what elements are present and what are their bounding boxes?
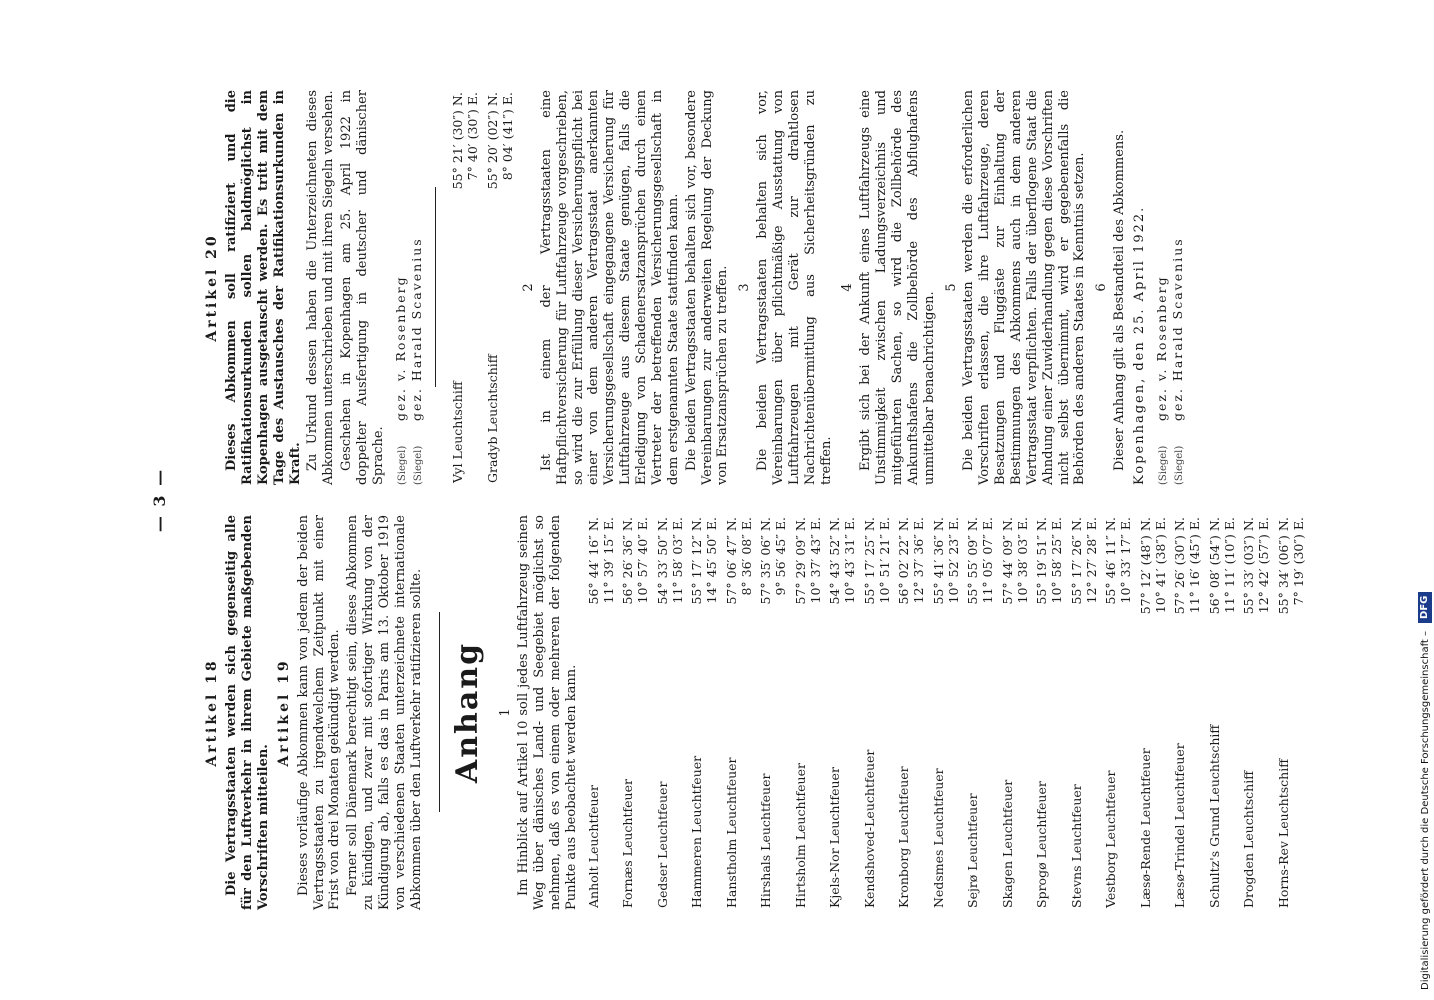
coordinate-row-continued: [980, 515, 995, 910]
rotated-document-page: [150, 90, 1350, 910]
latitude-value: 57° 35′ 06″ N.: [758, 517, 773, 605]
spacer-cell: [911, 657, 926, 910]
coordinate-row: [720, 515, 739, 910]
station-name: Sejrø Leuchtfeuer: [965, 793, 980, 908]
annex-title: Anhang: [449, 641, 485, 784]
coordinate-row-continued: [670, 515, 685, 910]
longitude-value: 12° 27′ 28″ E.: [1083, 517, 1099, 604]
credit-text: Digitalisierung gefördert durch die Deutsche Forschungsgemeinschaft –: [1419, 630, 1431, 990]
station-name: Hirshals Leuchtfeuer: [758, 773, 773, 908]
latitude-value: 57° 26′ (30″) N.: [1172, 517, 1187, 615]
longitude-value: 11° 11′ (10″) E.: [1221, 517, 1237, 614]
coordinate-row: [651, 515, 670, 910]
station-name: Hirtsholm Leuchtfeuer: [792, 763, 808, 908]
latitude-value: 57° 12′ (48″) N.: [1137, 517, 1153, 615]
longitude-value: 8° 04′ (41″) E.: [499, 92, 515, 181]
station-name: Nedsmes Leuchtfeuer: [930, 768, 946, 908]
spacer-cell: [1049, 657, 1064, 910]
annex-section-3-heading: 3: [737, 283, 753, 292]
article-20-text: Dieses Abkommen soll ratifiziert und die Ratifikationsurkunden sollen baldmöglichst in Kopenhagen ausgetauscht werden. Es tritt mit dem Tage des Austausches der Ratifikationsurkunden in Kraft.: [224, 90, 303, 485]
longitude-value: 10° 43′ 31″ E.: [842, 517, 858, 604]
station-name: Vestborg Leuchtfeuer: [1103, 770, 1118, 908]
lighthouse-coordinates-table: [582, 515, 1307, 910]
coordinate-row: [754, 515, 773, 910]
latitude-value: 56° 26′ 36″ N.: [620, 517, 635, 605]
annex-section-2-heading: 2: [521, 283, 537, 292]
signature-rosenberg: gez. v. Rosenberg: [392, 275, 408, 422]
longitude-value: 10° 58′ 25″ E.: [1049, 517, 1065, 604]
station-name: Schultz's Grund Leuchtschiff: [1206, 724, 1222, 908]
annex-section-2-paragraph-1: Ist in einem der Vertragsstaaten eine Haftpflichtversicherung für Luftfahrzeuge vorgeschrieben, so wird die zur Erfüllung dieser Versicherungspflicht bei einer von dem anderen Vertragsstaat anerkannten Versicherungsgesellschaft eingegangene Versicherung für Luftfahrzeuge aus diesem Staate genügen, falls die Erledigung von Schadenersatzansprüchen durch einen Vertreter der betreffenden Versicherungsgesellschaft in dem erstgenannten Staate stattfinden kann.: [538, 90, 681, 485]
seal-label: (Siegel): [1157, 445, 1169, 485]
signature-scavenius-annex: gez. Harald Scavenius: [1170, 237, 1186, 422]
longitude-value: 11° 39′ 15″ E.: [600, 517, 616, 604]
section-divider: [439, 613, 440, 813]
signature-rosenberg-annex: gez. v. Rosenberg: [1153, 275, 1169, 422]
coordinate-row: [1272, 515, 1291, 910]
latitude-value: 57° 06′ 47″ N.: [723, 517, 739, 605]
seal-label: (Siegel): [412, 445, 424, 485]
spacer-cell: [1153, 657, 1168, 910]
signature-scavenius: gez. Harald Scavenius: [408, 237, 424, 422]
station-name: Stevns Leuchtfeuer: [1068, 784, 1084, 908]
annex-section-4-heading: 4: [840, 283, 856, 292]
coordinate-row: [685, 515, 704, 910]
coordinate-row-continued: [1015, 515, 1030, 910]
coordinate-row: [1237, 515, 1256, 910]
digitization-credit: [1418, 10, 1432, 990]
seal-label: (Siegel): [1174, 445, 1186, 485]
station-name: Skagen Leuchtfeuer: [999, 779, 1015, 908]
coordinate-row: [1099, 515, 1118, 910]
coordinate-row-continued: [635, 515, 650, 910]
station-name: Vyl Leuchtschiff: [450, 381, 466, 483]
annex-section-1-text: Im Hinblick auf Artikel 10 soll jedes Luftfahrzeug seinen Weg über dänisches Land- und Seegebiet möglichst so nehmen, daß es von einem oder mehreren der folgenden Punkte aus beobachtet werden kann.: [516, 515, 579, 910]
coordinate-row: [1030, 515, 1049, 910]
coordinate-row-continued: [1049, 515, 1064, 910]
station-name: Kjels-Nor Leuchtfeuer: [827, 767, 842, 908]
station-name: Læsø-Trindel Leuchtfeuer: [1172, 743, 1187, 908]
coordinate-row: [446, 90, 465, 485]
latitude-value: 55° 17′ 26″ N.: [1068, 517, 1084, 605]
article-18-heading: Artikel 18: [204, 658, 220, 767]
spacer-cell: [842, 657, 857, 910]
latitude-value: 55° 17′ 25″ N.: [861, 517, 877, 605]
spacer-cell: [670, 657, 685, 910]
annex-section-3-text: Die beiden Vertragsstaaten behalten sich vor, Vereinbarungen über pflichtmäßige Ausstattung von Luftfahrzeugen mit Gerät zur drahtlosen Nachrichtenübermittlung aus Sicherheitsgründen zu treffen.: [755, 90, 834, 485]
spacer-cell: [1222, 657, 1237, 910]
spacer-cell: [635, 657, 650, 910]
latitude-value: 55° 19′ 51″ N.: [1034, 517, 1049, 605]
longitude-value: 12° 37′ 36″ E.: [911, 517, 927, 604]
coordinate-row: [892, 515, 911, 910]
longitude-value: 14° 45′ 50″ E.: [704, 517, 720, 604]
coordinate-row-continued: [500, 90, 515, 485]
spacer-cell: [704, 657, 719, 910]
page-number: — 3 —: [150, 467, 169, 533]
station-name: Gradyb Leuchtschiff: [484, 354, 500, 483]
coordinate-row: [1065, 515, 1084, 910]
coordinate-row-continued: [1256, 515, 1271, 910]
latitude-value: 55° 33′ (03″) N.: [1241, 517, 1256, 615]
latitude-value: 56° 44′ 16″ N.: [585, 517, 601, 605]
left-column: [200, 515, 1306, 910]
latitude-value: 55° 17′ 12″ N.: [689, 517, 704, 605]
spacer-cell: [1118, 657, 1133, 910]
annex-section-2-paragraph-2: Die beiden Vertragsstaaten behalten sich vor, besondere Vereinbarungen zur anderweiten Regelung der Deckung von Ersatzansprüchen zu treffen.: [683, 90, 731, 485]
coordinate-row: [1168, 515, 1187, 910]
coordinate-row-continued: [1084, 515, 1099, 910]
coordinate-row: [1134, 515, 1153, 910]
article-20-heading: Artikel 20: [204, 233, 220, 342]
coordinate-row-continued: [1187, 515, 1202, 910]
coordinate-row: [582, 515, 601, 910]
longitude-value: 10° 52′ 23″ E.: [945, 517, 961, 604]
latitude-value: 55° 41′ 36″ N.: [930, 517, 946, 605]
coordinate-row: [823, 515, 842, 910]
article-19-paragraph-1: Dieses vorläufige Abkommen kann von jedem der beiden Vertragsstaaten zu irgendwelchem Zeitpunkt mit einer Frist von drei Monaten gekündigt werden.: [295, 515, 343, 910]
coordinate-row: [616, 515, 635, 910]
longitude-value: 7° 40′ (30″) E.: [465, 92, 481, 181]
article-18-text: Die Vertragsstaaten werden sich gegenseitig alle für den Luftverkehr in ihrem Gebiete maßgebenden Vorschriften mitteilen.: [224, 515, 271, 910]
latitude-value: 57° 44′ 09″ N.: [999, 517, 1015, 605]
coordinate-row-continued: [1153, 515, 1168, 910]
station-name: Hanstholm Leuchtfeuer: [723, 757, 739, 908]
longitude-value: 10° 57′ 40″ E.: [635, 517, 651, 604]
longitude-value: 8° 36′ 08″ E.: [738, 517, 754, 596]
spacer-cell: [1256, 657, 1271, 910]
spacer-cell: [1015, 657, 1030, 910]
station-name: Drogden Leuchtschiff: [1241, 770, 1256, 908]
coordinate-row-continued: [739, 515, 754, 910]
latitude-value: 55° 21′ (30″) N.: [450, 92, 466, 190]
spacer-cell: [465, 232, 480, 485]
annex-section-1-heading: 1: [498, 708, 514, 717]
right-column: [200, 90, 1186, 485]
longitude-value: 10° 41′ (38″) E.: [1152, 517, 1168, 614]
coordinate-row-continued: [877, 515, 892, 910]
station-name: Sprogø Leuchtfeuer: [1034, 781, 1049, 908]
station-name: Gedser Leuchtfeuer: [654, 781, 670, 908]
spacer-cell: [601, 657, 616, 910]
station-name: Anholt Leuchtfeuer: [585, 785, 601, 908]
witness-clause: Zu Urkund dessen haben die Unterzeichneten dieses Abkommen unterschrieben und mit ihren Siegeln versehen.: [305, 90, 337, 485]
station-name: Læsø-Rende Leuchtfeuer: [1137, 748, 1153, 908]
spacer-cell: [773, 657, 788, 910]
latitude-value: 55° 20′ (02″) N.: [484, 92, 500, 190]
longitude-value: 11° 16′ (45″) E.: [1187, 517, 1203, 614]
coordinate-row: [789, 515, 808, 910]
place-and-date: Kopenhagen, den 25. April 1922.: [1131, 205, 1147, 485]
latitude-value: 56° 08′ (54″) N.: [1206, 517, 1222, 615]
station-name: Hammeren Leuchtfeuer: [689, 755, 704, 908]
annex-section-5-text: Die beiden Vertragsstaaten werden die erforderlichen Vorschriften erlassen, die ihre Luftfahrzeuge, deren Besatzungen und Fluggäste zur Einhaltung der Bestimmungen des Abkommens auch in dem anderen Vertragsstaat verpflichten. Falls der überflogene Staat die Ahndung einer Zuwiderhandlung gegen diese Vorschriften nicht selbst übernimmt, wird er gegebenenfalls die Behörden des anderen Staates in Kenntnis setzen.: [961, 90, 1088, 485]
signature-block-1: [393, 90, 425, 485]
longitude-value: 12° 42′ (57″) E.: [1256, 517, 1272, 614]
article-19-paragraph-2: Ferner soll Dänemark berechtigt sein, dieses Abkommen zu kündigen, und zwar mit sofortiger Wirkung von der Kündigung ab, falls es das in Paris am 13. Oktober 1919 von verschiedenen Staaten unterzeichnete internationale Abkommen über den Luftverkehr ratifizieren sollte.: [345, 515, 424, 910]
longitude-value: 10° 51′ 21″ E.: [876, 517, 892, 604]
dfg-logo: DFG: [1418, 592, 1432, 623]
coordinate-row-continued: [1291, 515, 1306, 910]
coordinate-row-continued: [773, 515, 788, 910]
spacer-cell: [877, 657, 892, 910]
longitude-value: 9° 56′ 45″ E.: [773, 517, 789, 596]
coordinate-row: [961, 515, 980, 910]
coordinate-row: [858, 515, 877, 910]
annex-section-5-heading: 5: [943, 283, 959, 292]
spacer-cell: [1084, 657, 1099, 910]
station-name: Kendshoved-Leuchtfeuer: [861, 749, 877, 908]
latitude-value: 54° 33′ 50″ N.: [654, 517, 670, 605]
coordinate-row: [481, 90, 500, 485]
coordinate-row-continued: [601, 515, 616, 910]
longitude-value: 11° 58′ 03″ E.: [669, 517, 685, 604]
longitude-value: 10° 33′ 17″ E.: [1118, 517, 1134, 604]
annex-section-4-text: Ergibt sich bei der Ankunft eines Luftfahrzeugs eine Unstimmigkeit zwischen Ladungsverzeichnis und mitgeführten Sachen, so wird die Zollbehörde des Ankunftshafens die Zollbehörde des Abflughafens unmittelbar benachrichtigen.: [858, 90, 937, 485]
coordinate-row-continued: [946, 515, 961, 910]
longitude-value: 10° 38′ 03″ E.: [1014, 517, 1030, 604]
coordinate-row-continued: [704, 515, 719, 910]
coordinate-row: [1203, 515, 1222, 910]
coordinate-row: [996, 515, 1015, 910]
spacer-cell: [500, 232, 515, 485]
latitude-value: 57° 29′ 09″ N.: [792, 517, 808, 605]
longitude-value: 7° 19′ (30″) E.: [1290, 517, 1306, 606]
signature-block-2: [1154, 90, 1186, 485]
lightship-coordinates-table: [446, 90, 515, 485]
spacer-cell: [1291, 657, 1306, 910]
coordinate-row: [927, 515, 946, 910]
station-name: Fornæs Leuchtfeuer: [620, 779, 635, 908]
coordinate-row-continued: [911, 515, 926, 910]
station-name: Horns-Rev Leuchtschiff: [1275, 758, 1291, 908]
annex-section-6-heading: 6: [1094, 283, 1110, 292]
coordinate-row-continued: [842, 515, 857, 910]
spacer-cell: [946, 657, 961, 910]
spacer-cell: [808, 657, 823, 910]
latitude-value: 55° 34′ (06″) N.: [1275, 517, 1291, 615]
done-at-clause: Geschehen in Kopenhagen am 25. April 1922 in doppelter Ausfertigung in deutscher und dänischer Sprache.: [339, 90, 386, 485]
spacer-cell: [980, 657, 995, 910]
section-divider: [435, 188, 436, 388]
seal-label: (Siegel): [396, 445, 408, 485]
coordinate-row-continued: [808, 515, 823, 910]
longitude-value: 10° 37′ 43″ E.: [807, 517, 823, 604]
spacer-cell: [1187, 657, 1202, 910]
spacer-cell: [739, 657, 754, 910]
coordinate-row-continued: [1118, 515, 1133, 910]
station-name: Kronborg Leuchtfeuer: [896, 766, 911, 908]
annex-section-6-text: Dieser Anhang gilt als Bestandteil des Abkommens.: [1112, 129, 1128, 471]
longitude-value: 11° 05′ 07″ E.: [980, 517, 996, 604]
latitude-value: 55° 55′ 09″ N.: [965, 517, 980, 605]
latitude-value: 56° 02′ 22″ N.: [896, 517, 911, 605]
coordinate-row-continued: [465, 90, 480, 485]
latitude-value: 55° 46′ 11″ N.: [1103, 517, 1118, 605]
article-19-heading: Artikel 19: [275, 658, 292, 767]
coordinate-row-continued: [1222, 515, 1237, 910]
latitude-value: 54° 43′ 52″ N.: [827, 517, 842, 605]
